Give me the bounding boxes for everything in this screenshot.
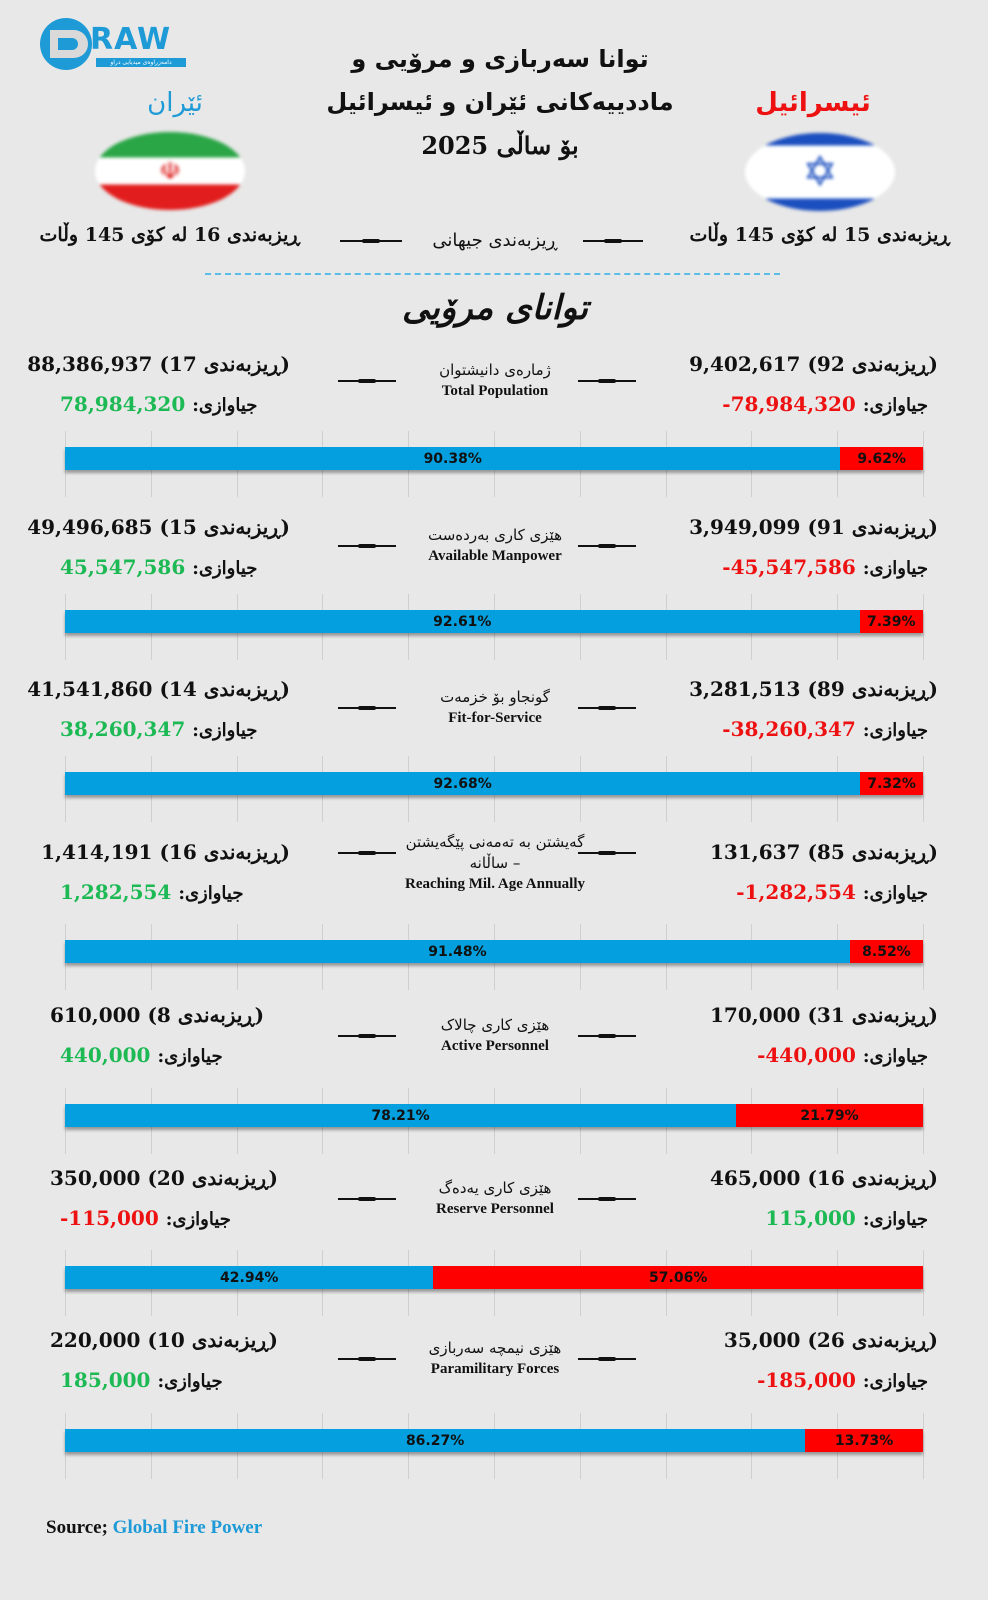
divider-dash <box>338 1358 396 1360</box>
bar-segment-iran <box>65 940 850 963</box>
bar-label-iran: 92.68% <box>433 775 492 792</box>
iran-value: 1,414,191 <box>41 840 153 864</box>
bar-segment-iran <box>65 1429 805 1452</box>
israel-diff <box>722 392 928 416</box>
gridline <box>923 924 924 990</box>
metric-label-kurdish: هێزی کاری چالاک <box>440 1016 550 1034</box>
iran-rank-text: (ڕیزبەندی 17) <box>159 352 290 376</box>
metric-label-kurdish: هێزی کاری بەردەست <box>428 526 562 544</box>
gridline <box>923 1250 924 1316</box>
iran-value: 350,000 <box>50 1166 141 1190</box>
metric-label <box>400 1015 590 1056</box>
iran-diff <box>60 1368 223 1392</box>
israel-value-line <box>688 515 938 539</box>
bar-segment-iran <box>65 772 860 795</box>
metric-block <box>0 1328 988 1488</box>
israel-rank-text: (ڕیزبەندی 91) <box>807 515 938 539</box>
israel-rank-text: (ڕیزبەندی 26) <box>807 1328 938 1352</box>
israel-value-line <box>688 1003 938 1027</box>
iran-value: 49,496,685 <box>27 515 153 539</box>
bar-label-israel: 9.62% <box>857 450 906 467</box>
diff-label: جیاوازی: <box>178 883 244 904</box>
logo-tagline: دامەزراوەی میدیایی دراو <box>96 58 186 67</box>
source-credit <box>46 1517 262 1539</box>
iran-diff <box>60 717 257 741</box>
divider-dash <box>338 380 396 382</box>
iran-rank-text: (ڕیزبەندی 14) <box>159 677 290 701</box>
metric-label-english: Active Personnel <box>441 1038 549 1054</box>
divider-dash <box>583 240 643 242</box>
iran-rank-text: (ڕیزبەندی 20) <box>147 1166 278 1190</box>
bar-label-iran: 92.61% <box>433 613 492 630</box>
israel-diff <box>757 1043 928 1067</box>
israel-diff-value: -440,000 <box>757 1043 856 1067</box>
israel-flag-icon <box>745 133 895 211</box>
israel-diff <box>722 555 928 579</box>
israel-world-rank: ڕیزبەندی 15 لە کۆی 145 وڵات <box>689 224 950 246</box>
stacked-bar <box>65 1266 923 1289</box>
israel-diff-value: 115,000 <box>765 1206 856 1230</box>
iran-value: 88,386,937 <box>27 352 153 376</box>
gridline <box>923 1413 924 1479</box>
diff-label: جیاوازی: <box>862 558 928 579</box>
iran-value: 220,000 <box>50 1328 141 1352</box>
bar-segment-israel <box>433 1266 923 1289</box>
iran-value: 41,541,860 <box>27 677 153 701</box>
metric-label-kurdish: ژمارەی دانیشتوان <box>439 361 551 379</box>
bar-label-israel: 57.06% <box>649 1269 708 1286</box>
iran-value-line <box>50 1166 290 1190</box>
iran-rank-text: (ڕیزبەندی 8) <box>147 1003 265 1027</box>
israel-value-line <box>688 840 938 864</box>
iran-emblem-icon: ☫ <box>159 157 181 185</box>
diff-label: جیاوازی: <box>862 883 928 904</box>
israel-value: 465,000 <box>710 1166 801 1190</box>
israel-rank-text: (ڕیزبەندی 85) <box>807 840 938 864</box>
bar-segment-iran <box>65 447 840 470</box>
diff-label: جیاوازی: <box>862 395 928 416</box>
metric-label-english: Reserve Personnel <box>436 1201 554 1217</box>
page-title <box>300 38 700 167</box>
israel-rank-text: (ڕیزبەندی 16) <box>807 1166 938 1190</box>
divider-dash <box>338 545 396 547</box>
bar-label-iran: 78.21% <box>371 1107 430 1124</box>
israel-name: ئیسرائیل <box>755 88 871 118</box>
israel-diff <box>722 717 928 741</box>
israel-value-line <box>688 1328 938 1352</box>
metric-label <box>400 832 590 894</box>
bar-segment-israel <box>860 610 923 633</box>
iran-name: ئێران <box>147 88 203 118</box>
divider-dash <box>340 240 402 242</box>
metric-block <box>0 677 988 837</box>
israel-diff <box>736 880 928 904</box>
israel-diff <box>757 1368 928 1392</box>
stacked-bar <box>65 1104 923 1127</box>
metric-label-english: Reaching Mil. Age Annually <box>404 876 586 892</box>
divider-dash <box>338 707 396 709</box>
israel-value: 35,000 <box>723 1328 801 1352</box>
israel-value: 3,281,513 <box>689 677 801 701</box>
israel-diff <box>765 1206 928 1230</box>
iran-diff-value: 185,000 <box>60 1368 151 1392</box>
metric-block <box>0 1166 988 1326</box>
metric-label-kurdish: گونجاو بۆ خزمەت <box>440 688 550 706</box>
diff-label: جیاوازی: <box>157 1046 223 1067</box>
title-line-3: بۆ ساڵی 2025 <box>421 131 579 160</box>
diff-label: جیاوازی: <box>165 1209 231 1230</box>
bar-label-israel: 7.39% <box>867 613 916 630</box>
stacked-bar <box>65 610 923 633</box>
section-title: توانای مرۆیی <box>402 288 588 328</box>
iran-value-line <box>41 840 290 864</box>
israel-diff-value: -45,547,586 <box>722 555 856 579</box>
diff-label: جیاوازی: <box>862 1046 928 1067</box>
israel-rank-text: (ڕیزبەندی 92) <box>807 352 938 376</box>
stacked-bar <box>65 772 923 795</box>
iran-diff <box>60 555 257 579</box>
diff-label: جیاوازی: <box>192 558 258 579</box>
israel-diff-value: -78,984,320 <box>722 392 856 416</box>
divider-dash <box>338 852 396 854</box>
gridline <box>923 594 924 660</box>
bar-label-israel: 21.79% <box>800 1107 859 1124</box>
dotted-separator <box>205 273 780 275</box>
iran-diff <box>60 392 257 416</box>
metric-label <box>400 360 590 401</box>
star-of-david-icon: ✡ <box>802 147 838 196</box>
iran-diff <box>60 1206 231 1230</box>
metric-label-kurdish: گەیشتن بە تەمەنی پێگەیشتن – ساڵانە <box>405 833 585 872</box>
bar-segment-israel <box>860 772 923 795</box>
bar-label-israel: 7.32% <box>867 775 916 792</box>
diff-label: جیاوازی: <box>192 720 258 741</box>
bar-segment-iran <box>65 1104 736 1127</box>
iran-rank-text: (ڕیزبەندی 15) <box>159 515 290 539</box>
israel-value-line <box>688 352 938 376</box>
iran-diff-value: 440,000 <box>60 1043 151 1067</box>
iran-world-rank: ڕیزبەندی 16 لە کۆی 145 وڵات <box>39 224 300 246</box>
diff-label: جیاوازی: <box>862 720 928 741</box>
bar-label-israel: 13.73% <box>834 1432 894 1449</box>
draw-logo <box>40 18 190 74</box>
iran-diff-value: 45,547,586 <box>60 555 186 579</box>
bar-label-iran: 86.27% <box>405 1432 465 1449</box>
bar-segment-iran <box>65 1266 433 1289</box>
iran-value-line <box>27 515 290 539</box>
iran-rank-text: (ڕیزبەندی 16) <box>159 840 290 864</box>
bar-segment-israel <box>850 940 923 963</box>
metric-block <box>0 1003 988 1163</box>
metric-block <box>0 515 988 675</box>
gridline <box>923 1088 924 1154</box>
source-link[interactable]: Global Fire Power <box>112 1517 263 1538</box>
metric-label-kurdish: هێزی کاری یەدەگ <box>438 1179 552 1197</box>
logo-d-icon <box>50 30 88 58</box>
israel-diff-value: -38,260,347 <box>722 717 856 741</box>
iran-diff-value: 1,282,554 <box>60 880 172 904</box>
metric-block <box>0 833 988 1000</box>
israel-rank-text: (ڕیزبەندی 31) <box>807 1003 938 1027</box>
title-line-2: ماددییەکانی ئێران و ئیسرائیل <box>326 88 674 116</box>
metric-label <box>400 1338 590 1379</box>
metric-label-english: Fit-for-Service <box>448 710 542 726</box>
metric-block <box>0 352 988 512</box>
world-rank-label: ڕیزبەندی جیهانی <box>432 230 558 251</box>
diff-label: جیاوازی: <box>862 1371 928 1392</box>
israel-diff-value: -1,282,554 <box>736 880 856 904</box>
iran-value-line <box>50 1328 290 1352</box>
iran-diff-value: -115,000 <box>60 1206 159 1230</box>
iran-diff <box>60 880 243 904</box>
iran-value-line <box>50 1003 290 1027</box>
bar-label-israel: 8.52% <box>862 943 911 960</box>
gridline <box>923 756 924 822</box>
metric-label <box>400 1178 590 1219</box>
divider-dash <box>338 1035 396 1037</box>
iran-value: 610,000 <box>50 1003 141 1027</box>
diff-label: جیاوازی: <box>157 1371 223 1392</box>
iran-value-line <box>27 352 290 376</box>
israel-diff-value: -185,000 <box>757 1368 856 1392</box>
metric-label <box>400 687 590 728</box>
iran-diff-value: 38,260,347 <box>60 717 186 741</box>
iran-rank-text: (ڕیزبەندی 10) <box>147 1328 278 1352</box>
metric-label <box>400 525 590 566</box>
bar-label-iran: 91.48% <box>428 943 487 960</box>
israel-value: 131,637 <box>710 840 801 864</box>
iran-diff <box>60 1043 223 1067</box>
gridline <box>923 431 924 497</box>
israel-value-line <box>688 677 938 701</box>
israel-value: 3,949,099 <box>689 515 801 539</box>
metric-label-kurdish: هێزی نیمچە سەربازی <box>428 1339 562 1357</box>
israel-rank-text: (ڕیزبەندی 89) <box>807 677 938 701</box>
stacked-bar <box>65 940 923 963</box>
metric-label-english: Total Population <box>441 383 549 399</box>
stacked-bar <box>65 447 923 470</box>
iran-flag-icon <box>95 132 245 210</box>
iran-value-line <box>27 677 290 701</box>
diff-label: جیاوازی: <box>862 1209 928 1230</box>
logo-text: RAW <box>90 22 172 57</box>
metric-label-english: Available Manpower <box>428 548 562 564</box>
title-line-1: توانا سەربازی و مرۆیی و <box>351 45 649 73</box>
bar-segment-israel <box>805 1429 923 1452</box>
israel-value: 170,000 <box>710 1003 801 1027</box>
metric-label-english: Paramilitary Forces <box>430 1361 560 1377</box>
iran-diff-value: 78,984,320 <box>60 392 186 416</box>
bar-segment-iran <box>65 610 860 633</box>
israel-value-line <box>688 1166 938 1190</box>
israel-value: 9,402,617 <box>689 352 801 376</box>
bar-segment-israel <box>736 1104 923 1127</box>
source-prefix: Source; <box>46 1517 108 1538</box>
stacked-bar <box>65 1429 923 1452</box>
bar-label-iran: 42.94% <box>220 1269 279 1286</box>
bar-segment-israel <box>840 447 923 470</box>
bar-label-iran: 90.38% <box>423 450 482 467</box>
diff-label: جیاوازی: <box>192 395 258 416</box>
divider-dash <box>338 1198 396 1200</box>
